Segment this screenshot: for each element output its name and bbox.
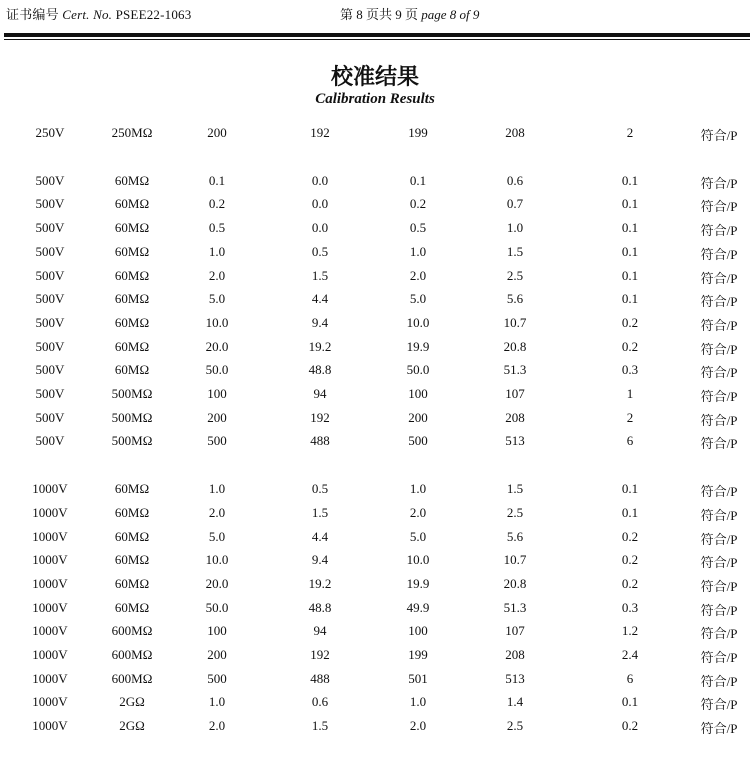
lower-limit-cell: 19.2 [308,338,332,354]
lower-limit-cell: 4.4 [311,528,329,544]
range-cell: 60MΩ [114,267,150,283]
table-row [0,362,750,384]
lower-limit-cell: 488 [310,670,330,686]
voltage-cell: 500V [35,386,65,401]
lower-limit-cell: 0.0 [311,220,329,236]
conclusion-cell: 符合/P [700,389,738,404]
reading-cell: 2.0 [409,718,427,734]
voltage-cell: 1000V [32,481,68,497]
range-cell: 2GΩ [119,694,145,710]
reading-cell: 49.9 [406,599,430,615]
cert-label-en: Cert. No. [62,7,113,22]
lower-limit-cell: 4.4 [311,291,329,307]
certificate-number [6,4,191,23]
nominal-cell: 5.0 [208,528,226,544]
table-row [0,671,750,693]
table-row [0,505,750,527]
uncertainty-cell: 0.1 [621,481,639,497]
range-cell: 60MΩ [114,220,150,236]
lower-limit-cell: 9.4 [311,314,329,330]
page-number-en: page 8 of 9 [421,7,480,22]
uncertainty-cell: 2.4 [621,647,639,662]
reading-cell: 10.0 [406,314,430,330]
range-cell: 60MΩ [114,172,150,188]
conclusion-cell: 符合/P [700,317,738,333]
reading-cell: 1.0 [409,243,427,259]
voltage-cell: 1000V [32,504,68,520]
conclusion-cell: 符合/P [700,578,738,594]
lower-limit-cell: 0.0 [311,196,329,212]
voltage-cell: 1000V [32,718,68,734]
table-row [0,529,750,551]
table-row [0,481,750,503]
range-cell: 600MΩ [111,670,153,686]
uncertainty-cell: 0.1 [621,243,639,259]
voltage-cell: 500V [35,409,65,425]
voltage-cell: 1000V [32,623,68,639]
voltage-cell: 250V [35,125,65,140]
table-row [0,600,750,622]
uncertainty-cell: 0.1 [621,694,639,710]
range-cell: 60MΩ [114,599,150,615]
range-cell: 60MΩ [114,362,150,378]
conclusion-cell: 符合/P [700,507,738,523]
range-cell: 60MΩ [114,504,150,520]
range-cell: 60MΩ [114,291,150,307]
conclusion-cell: 符合/P [700,246,738,262]
lower-limit-cell: 94 [313,623,327,639]
table-row [0,718,750,740]
upper-limit-cell: 10.7 [503,552,527,568]
table-row [0,433,750,455]
table-row [0,623,750,645]
range-cell: 60MΩ [114,314,150,330]
nominal-cell: 100 [207,386,227,401]
page-number [340,4,479,23]
upper-limit-cell: 513 [505,433,525,449]
conclusion-cell: 符合/P [700,697,738,713]
upper-limit-cell: 208 [505,409,525,425]
uncertainty-cell: 0.2 [621,575,639,591]
conclusion-cell: 符合/P [700,484,738,500]
voltage-cell: 500V [35,433,65,449]
reading-cell: 50.0 [406,362,430,378]
voltage-cell: 500V [35,220,65,236]
table-row [0,647,750,669]
conclusion-cell: 符合/P [700,650,738,665]
voltage-cell: 1000V [32,599,68,615]
page-number-cn: 第 8 页共 9 页 [340,7,419,22]
range-cell: 60MΩ [114,552,150,568]
page-header [0,0,750,40]
range-cell: 60MΩ [114,196,150,212]
conclusion-cell: 符合/P [700,199,738,215]
range-cell: 60MΩ [114,243,150,259]
conclusion-cell: 符合/P [700,128,738,143]
range-cell: 60MΩ [114,481,150,497]
table-row [0,339,750,361]
conclusion-cell: 符合/P [700,341,738,357]
reading-cell: 19.9 [406,338,430,354]
nominal-cell: 0.2 [208,196,226,212]
upper-limit-cell: 0.7 [506,196,524,212]
lower-limit-cell: 19.2 [308,575,332,591]
nominal-cell: 5.0 [208,291,226,307]
reading-cell: 1.0 [409,694,427,710]
table-row [0,220,750,242]
lower-limit-cell: 1.5 [311,504,329,520]
range-cell: 2GΩ [119,718,145,734]
conclusion-cell: 符合/P [700,270,738,286]
uncertainty-cell: 0.3 [621,599,639,615]
table-row [0,315,750,337]
upper-limit-cell: 2.5 [506,504,524,520]
conclusion-cell: 符合/P [700,721,738,737]
header-rule-thin [4,39,750,40]
uncertainty-cell: 0.2 [621,552,639,568]
nominal-cell: 500 [207,670,227,686]
nominal-cell: 2.0 [208,718,226,734]
range-cell: 600MΩ [111,623,153,639]
range-cell: 60MΩ [114,528,150,544]
reading-cell: 1.0 [409,481,427,497]
uncertainty-cell: 0.1 [621,267,639,283]
conclusion-cell: 符合/P [700,555,738,571]
table-row [0,268,750,290]
nominal-cell: 200 [207,647,227,662]
voltage-cell: 1000V [32,528,68,544]
conclusion-cell: 符合/P [700,531,738,547]
upper-limit-cell: 2.5 [506,718,524,734]
nominal-cell: 200 [207,125,227,140]
voltage-cell: 1000V [32,670,68,686]
uncertainty-cell: 0.1 [621,196,639,212]
reading-cell: 199 [408,647,428,662]
lower-limit-cell: 192 [310,647,330,662]
uncertainty-cell: 0.2 [621,528,639,544]
range-cell: 60MΩ [114,338,150,354]
uncertainty-cell: 2 [626,125,634,140]
table-row [0,244,750,266]
reading-cell: 0.2 [409,196,427,212]
nominal-cell: 0.1 [208,172,226,188]
uncertainty-cell: 1.2 [621,623,639,639]
voltage-cell: 500V [35,314,65,330]
header-rule-thick [4,33,750,37]
nominal-cell: 0.5 [208,220,226,236]
upper-limit-cell: 107 [505,623,525,639]
uncertainty-cell: 0.3 [621,362,639,378]
nominal-cell: 200 [207,409,227,425]
lower-limit-cell: 192 [310,409,330,425]
reading-cell: 0.1 [409,172,427,188]
conclusion-cell: 符合/P [700,223,738,239]
lower-limit-cell: 1.5 [311,267,329,283]
lower-limit-cell: 1.5 [311,718,329,734]
range-cell: 500MΩ [111,409,153,425]
nominal-cell: 1.0 [208,243,226,259]
table-row [0,386,750,408]
range-cell: 60MΩ [114,575,150,591]
nominal-cell: 1.0 [208,694,226,710]
table-row [0,410,750,432]
upper-limit-cell: 51.3 [503,362,527,378]
reading-cell: 2.0 [409,267,427,283]
reading-cell: 10.0 [406,552,430,568]
upper-limit-cell: 107 [505,386,525,401]
voltage-cell: 500V [35,243,65,259]
nominal-cell: 500 [207,433,227,449]
lower-limit-cell: 9.4 [311,552,329,568]
uncertainty-cell: 6 [626,670,634,686]
upper-limit-cell: 51.3 [503,599,527,615]
upper-limit-cell: 1.4 [506,694,524,710]
upper-limit-cell: 20.8 [503,575,527,591]
reading-cell: 501 [408,670,428,686]
upper-limit-cell: 513 [505,670,525,686]
conclusion-cell: 符合/P [700,436,738,452]
cert-label-cn: 证书编号 [6,7,59,22]
uncertainty-cell: 2 [626,409,634,425]
uncertainty-cell: 1 [626,386,634,401]
lower-limit-cell: 488 [310,433,330,449]
upper-limit-cell: 2.5 [506,267,524,283]
upper-limit-cell: 208 [505,125,525,140]
uncertainty-cell: 6 [626,433,634,449]
lower-limit-cell: 48.8 [308,599,332,615]
uncertainty-cell: 0.1 [621,291,639,307]
nominal-cell: 10.0 [205,314,229,330]
conclusion-cell: 符合/P [700,412,738,428]
voltage-cell: 1000V [32,694,68,710]
page-subtitle: Calibration Results [315,91,435,107]
table-row [0,125,750,147]
reading-cell: 200 [408,409,428,425]
nominal-cell: 2.0 [208,504,226,520]
table-row [0,173,750,195]
reading-cell: 19.9 [406,575,430,591]
voltage-cell: 1000V [32,552,68,568]
table-row [0,291,750,313]
page-title: 校准结果 [330,65,419,90]
reading-cell: 199 [408,125,428,140]
nominal-cell: 1.0 [208,481,226,497]
voltage-cell: 500V [35,338,65,354]
lower-limit-cell: 48.8 [308,362,332,378]
table-row [0,196,750,218]
voltage-cell: 500V [35,196,65,212]
voltage-cell: 500V [35,172,65,188]
voltage-cell: 1000V [32,647,68,662]
uncertainty-cell: 0.1 [621,504,639,520]
nominal-cell: 20.0 [205,338,229,354]
uncertainty-cell: 0.1 [621,220,639,236]
reading-cell: 100 [408,623,428,639]
voltage-cell: 500V [35,362,65,378]
range-cell: 500MΩ [111,386,153,401]
lower-limit-cell: 0.0 [311,172,329,188]
lower-limit-cell: 192 [310,125,330,140]
nominal-cell: 2.0 [208,267,226,283]
upper-limit-cell: 0.6 [506,172,524,188]
conclusion-cell: 符合/P [700,602,738,618]
upper-limit-cell: 1.0 [506,220,524,236]
range-cell: 250MΩ [111,125,153,140]
voltage-cell: 500V [35,291,65,307]
uncertainty-cell: 0.2 [621,338,639,354]
range-cell: 600MΩ [111,647,153,662]
upper-limit-cell: 1.5 [506,243,524,259]
reading-cell: 5.0 [409,528,427,544]
lower-limit-cell: 0.5 [311,243,329,259]
range-cell: 500MΩ [111,433,153,449]
table-row [0,576,750,598]
voltage-cell: 500V [35,267,65,283]
reading-cell: 100 [408,386,428,401]
reading-cell: 500 [408,433,428,449]
conclusion-cell: 符合/P [700,175,738,191]
lower-limit-cell: 94 [313,386,327,401]
uncertainty-cell: 0.2 [621,718,639,734]
lower-limit-cell: 0.5 [311,481,329,497]
table-row [0,552,750,574]
nominal-cell: 20.0 [205,575,229,591]
conclusion-cell: 符合/P [700,626,738,642]
conclusion-cell: 符合/P [700,673,738,689]
reading-cell: 5.0 [409,291,427,307]
upper-limit-cell: 208 [505,647,525,662]
upper-limit-cell: 10.7 [503,314,527,330]
nominal-cell: 50.0 [205,362,229,378]
cert-number-value: PSEE22-1063 [115,7,192,22]
uncertainty-cell: 0.2 [621,314,639,330]
reading-cell: 2.0 [409,504,427,520]
uncertainty-cell: 0.1 [621,172,639,188]
voltage-cell: 1000V [32,575,68,591]
upper-limit-cell: 20.8 [503,338,527,354]
table-row [0,694,750,716]
upper-limit-cell: 1.5 [506,481,524,497]
upper-limit-cell: 5.6 [506,291,524,307]
nominal-cell: 100 [207,623,227,639]
upper-limit-cell: 5.6 [506,528,524,544]
conclusion-cell: 符合/P [700,294,738,310]
conclusion-cell: 符合/P [700,365,738,381]
nominal-cell: 50.0 [205,599,229,615]
reading-cell: 0.5 [409,220,427,236]
lower-limit-cell: 0.6 [311,694,329,710]
nominal-cell: 10.0 [205,552,229,568]
